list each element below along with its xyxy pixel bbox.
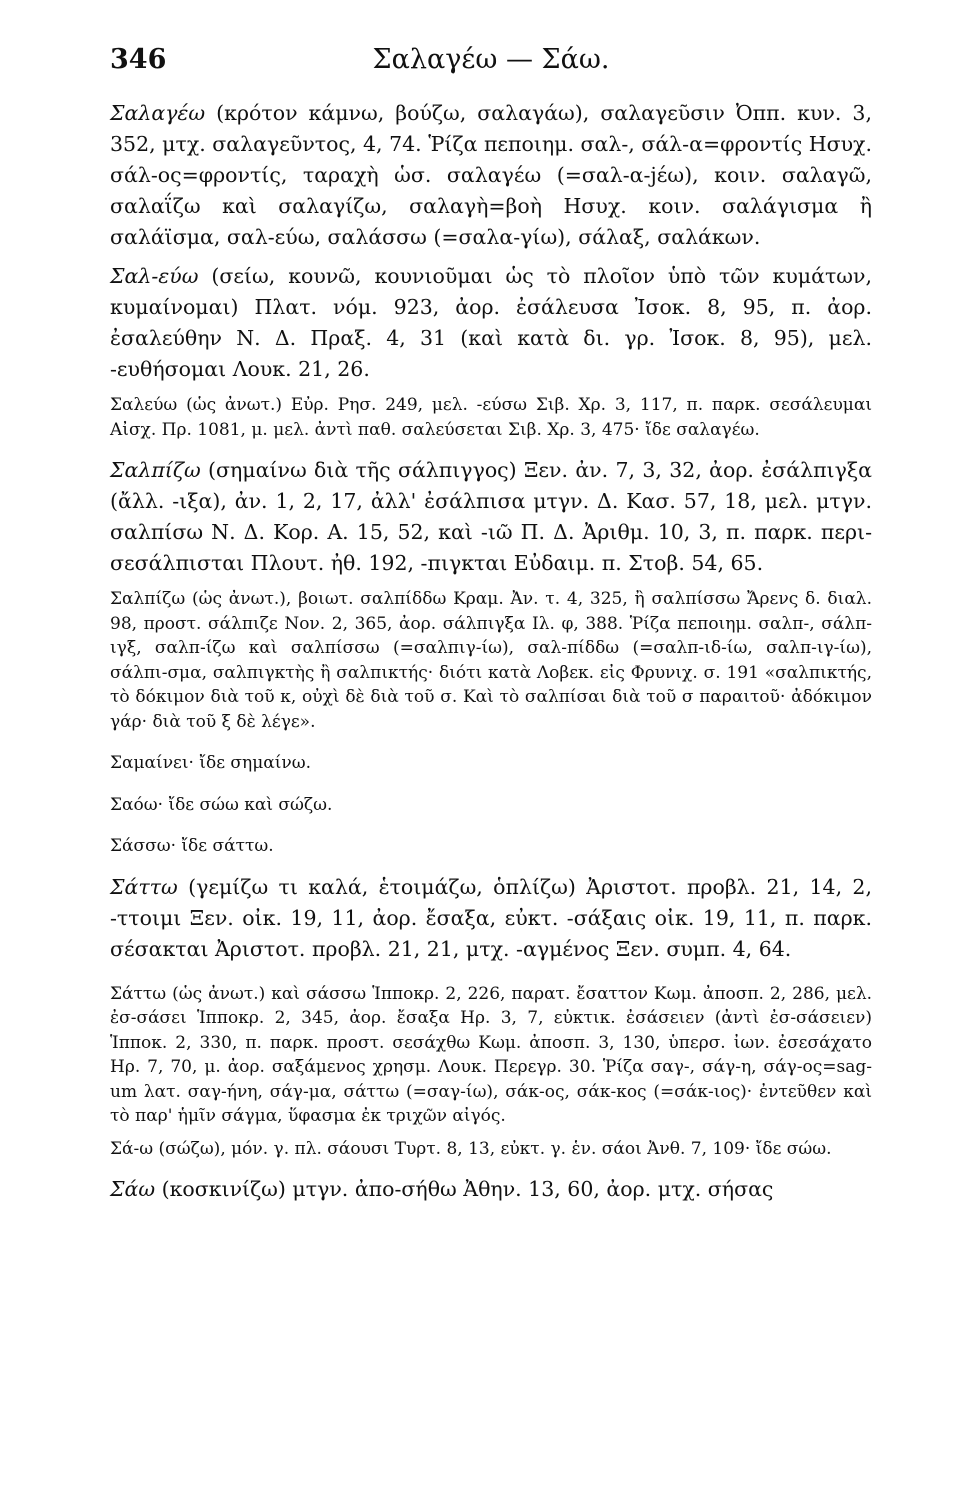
entry-text: (σείω, κουνῶ, κουνιοῦμαι ὡς τὸ πλοῖον ὑπὸ τῶν κυμάτων, κυμαίνομαι) Πλατ. νόμ. 923, ἀορ. ἐσάλευσα Ἰσοκ. 8, 95, π. ἀορ. ἐσαλεύθην Ν. Δ. Πραξ. 4, 31 (καὶ κατὰ δι. γρ. Ἰσοκ. 8, 95), μελ. -ευθήσομαι Λουκ. 21, 26. [110, 264, 872, 381]
running-head: Σαλαγέω — Σάω. [372, 44, 610, 75]
entry-headword: Σαλαγέω [110, 101, 206, 125]
page-body [110, 98, 872, 1205]
entry-headword: Σαλ-εύω [110, 264, 199, 288]
entry-headword: Σάττω [110, 874, 178, 899]
entry-headword: Σαλπίζω [110, 458, 201, 482]
entry-satto [110, 872, 872, 965]
note-satto: Σάττω (ὡς ἀνωτ.) καὶ σάσσω Ἱπποκρ. 2, 226, παρατ. ἔσαττον Κωμ. ἀποσπ. 2, 286, μελ. ἐσ-σάσει Ἱπποκρ. 2, 345, ἀορ. ἔσαξα Ηρ. 3, 7, εὐκτικ. ἐσάσειεν (ἀντὶ ἐσ-σάσειεν) Ἱπποκ. 2, 330, π. παρκ. προστ. σεσάχθω Κωμ. ἀποσπ. 3, 130, ὑπερσ. ἰων. ἐσεσάχατο Ηρ. 7, 70, μ. ἀορ. σαξάμενος χρησμ. Λουκ. Περεγρ. 30. Ῥίζα σαγ-, σάγ-η, σάγ-ος=sag-um λατ. σαγ-ήνη, σάγ-μα, σάττω (=σαγ-ίω), σάκ-ος, σάκ-κος (=σάκ-ιος)· ἐντεῦθεν καὶ τὸ παρ' ἡμῖν σάγμα, ὕφασμα ἐκ τριχῶν αἰγός. [110, 983, 872, 1126]
note-salpizo: Σαλπίζω (ὡς ἀνωτ.), βοιωτ. σαλπίδδω Κραμ. Ἀν. τ. 4, 325, ἢ σαλπίσσω Ἄρενς δ. διαλ. 98, προστ. σάλπιζε Νον. 2, 365, ἀορ. σάλπιγξα Ιλ. φ, 388. Ῥίζα πεποιημ. σαλπ-, σάλπ-ιγξ, σαλπ-ίζω καὶ σαλπίσσω (=σαλπιγ-ίω), σαλ-πίδδω (=σαλπ-ιδ-ίω, σαλπ-ιγ-ίω), σάλπι-σμα, σαλπιγκτὴς ἢ σαλπικτής· διότι κατὰ Λοβεκ. εἰς Φρυνιχ. σ. 191 «σαλπικτής, τὸ δόκιμον διὰ τοῦ κ, οὐχὶ δὲ διὰ τοῦ σ. Καὶ τὸ σαλπίσαι διὰ τοῦ σ παραιτοῦ· ἀδόκιμον γάρ· διὰ τοῦ ξ δὲ λέγε». [110, 589, 872, 732]
note-saoo: Σαόω· ἴδε σώω καὶ σώζω. [110, 794, 333, 815]
entry-sao [110, 1174, 872, 1205]
page-number: 346 [110, 44, 167, 75]
entry-text: (γεμίζω τι καλά, ἑτοιμάζω, ὁπλίζω) Ἀριστοτ. προβλ. 21, 14, 2, -ττοιμι Ξεν. οἰκ. 19, 11, ἀορ. ἔσαξα, εὐκτ. -σάξαις οἰκ. 19, 11, π. παρκ. σέσακται Ἀριστοτ. προβλ. 21, 21, μτχ. -αγμένος Ξεν. συμπ. 4, 64. [110, 874, 872, 961]
entry-text: (κρότον κάμνω, βούζω, σαλαγάω), σαλαγεῦσιν Ὀππ. κυν. 3, 352, μτχ. σαλαγεῦντος, 4, 74. Ῥίζα πεποιημ. σαλ-, σάλ-α=φροντίς Ησυχ. σάλ-ος=φροντίς, ταραχὴ ὡσ. σαλαγέω (=σαλ-α-jέω), κοιν. σαλαγῶ, σαλαΐζω καὶ σαλαγίζω, σαλαγὴ=βοὴ Ησυχ. κοιν. σαλάγισμα ἢ σαλάϊσμα, σαλ-εύω, σαλάσσω (=σαλα-γίω), σάλαξ, σαλάκων. [110, 101, 872, 249]
page-header [110, 44, 872, 84]
entry-salageo [110, 98, 872, 253]
entry-saleuo [110, 261, 872, 385]
note-sao: Σά-ω (σώζω), μόν. γ. πλ. σάουσι Τυρτ. 8, 13, εὐκτ. γ. ἑν. σάοι Ἀνθ. 7, 109· ἴδε σώω. [110, 1138, 832, 1159]
entry-headword: Σάω [110, 1177, 156, 1201]
entry-text: (σημαίνω διὰ τῆς σάλπιγγος) Ξεν. ἀν. 7, 3, 32, ἀορ. ἐσάλπιγξα (ἄλλ. -ιξα), ἀν. 1, 2, 17, ἀλλ' ἐσάλπισα μτγν. Δ. Κασ. 57, 18, μελ. μτγν. σαλπίσω Ν. Δ. Κορ. Α. 15, 52, καὶ -ιῶ Π. Δ. Ἀριθμ. 10, 3, π. παρκ. περι-σεσάλπισται Πλουτ. ἠθ. 192, -πιγκται Εὐδαιμ. π. Στοβ. 54, 65. [110, 458, 872, 575]
note-sasso: Σάσσω· ἴδε σάττω. [110, 836, 274, 856]
entry-text: (κοσκινίζω) μτγν. ἀπο-σήθω Ἀθην. 13, 60, ἀορ. μτχ. σήσας [155, 1177, 774, 1201]
entry-salpizo [110, 455, 872, 579]
note-saleuo: Σαλεύω (ὡς ἀνωτ.) Εὐρ. Ρησ. 249, μελ. -εύσω Σιβ. Χρ. 3, 117, π. παρκ. σεσάλευμαι Αἰσχ. Πρ. 1081, μ. μελ. ἀντὶ παθ. σαλεύσεται Σιβ. Χρ. 3, 475· ἴδε σαλαγέω. [110, 395, 872, 440]
note-samainei: Σαμαίνει· ἴδε σημαίνω. [110, 753, 312, 773]
